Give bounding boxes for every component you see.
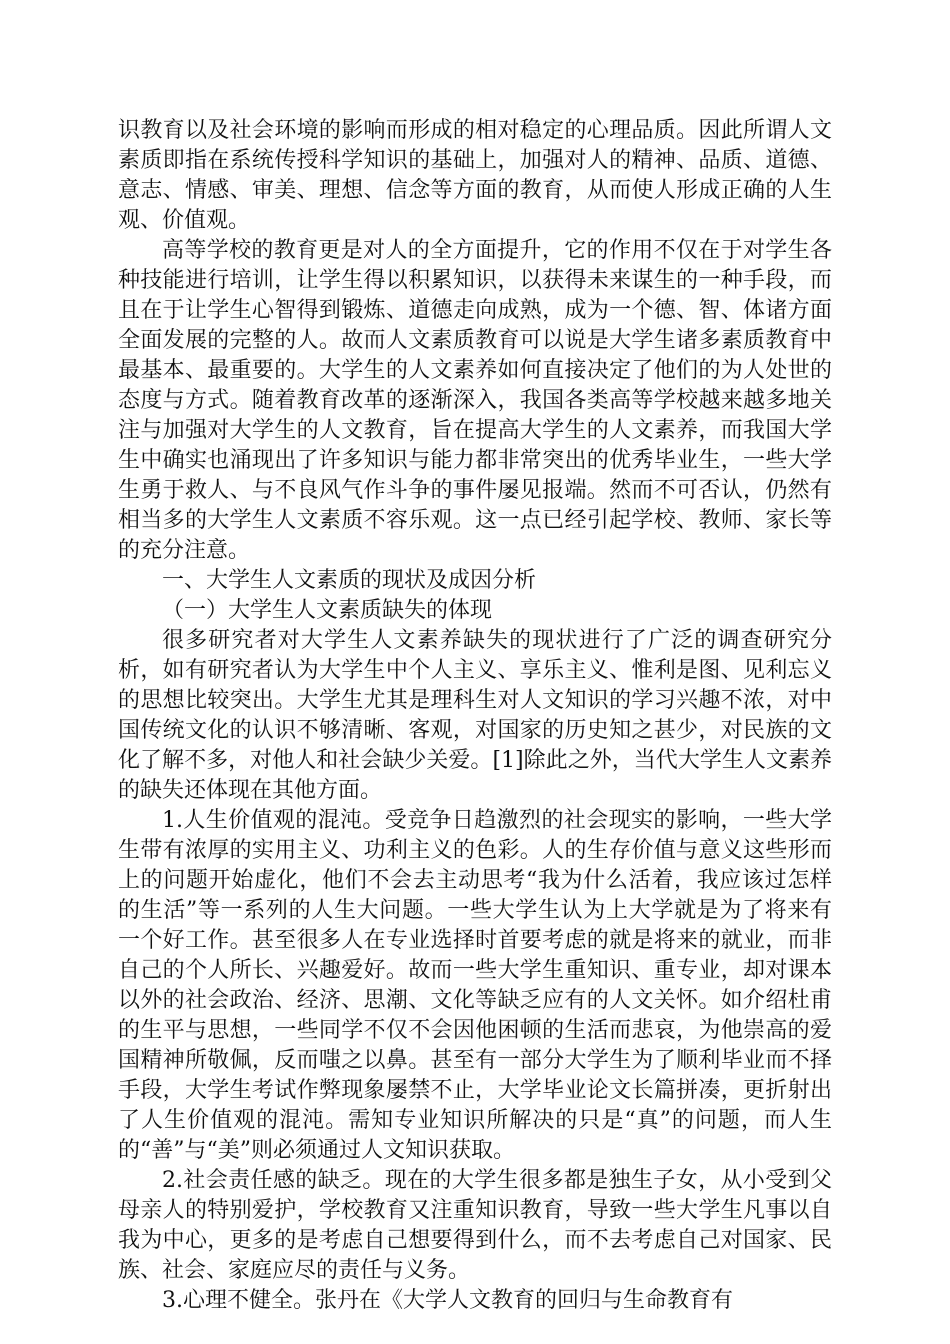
document-page xyxy=(118,116,832,1316)
section-heading-1: 一、大学生人文素质的现状及成因分析 xyxy=(162,568,537,593)
paragraph-higher-education: 高等学校的教育更是对人的全方面提升，它的作用不仅在于对学生各种技能进行培训，让学生得以积累知识，以获得未来谋生的一种手段，而且在于让学生心智得到锻炼、道德走向成熟，成为一个德、智、体诸方面全面发展的完整的人。故而人文素质教育可以说是大学生诸多素质教育中最基本、最重要的。大学生的人文素养如何直接决定了他们的为人处世的态度与方式。随着教育改革的逐渐深入，我国各类高等学校越来越多地关注与加强对大学生的人文教育，旨在提高大学生的人文素养，而我国大学生中确实也涌现出了许多知识与能力都非常突出的优秀毕业生，一些大学生勇于救人、与不良风气作斗争的事件屡见报端。然而不可否认，仍然有相当多的大学生人文素质不容乐观。这一点已经引起学校、教师、家长等的充分注意。 xyxy=(118,238,832,563)
paragraph-point-2: 2.社会责任感的缺乏。现在的大学生很多都是独生子女，从小受到父母亲人的特别爱护，学校教育又注重知识教育，导致一些大学生凡事以自我为中心，更多的是考虑自己想要得到什么，而不去考虑自己对国家、民族、社会、家庭应尽的责任与义务。 xyxy=(118,1168,832,1283)
paragraph-continuation: 识教育以及社会环境的影响而形成的相对稳定的心理品质。因此所谓人文素质即指在系统传授科学知识的基础上，加强对人的精神、品质、道德、意志、情感、审美、理想、信念等方面的教育，从而使人形成正确的人生观、价值观。 xyxy=(118,118,832,233)
paragraph-point-3: 3.心理不健全。张丹在《大学人文教育的回归与生命教育有 xyxy=(162,1288,733,1313)
paragraph-research: 很多研究者对大学生人文素养缺失的现状进行了广泛的调查研究分析，如有研究者认为大学生中个人主义、享乐主义、惟利是图、见利忘义的思想比较突出。大学生尤其是理科生对人文知识的学习兴趣不浓，对中国传统文化的认识不够清晰、客观，对国家的历史知之甚少，对民族的文化了解不多，对他人和社会缺少关爱。[1]除此之外，当代大学生人文素养的缺失还体现在其他方面。 xyxy=(118,628,832,803)
subsection-heading-1: （一）大学生人文素质缺失的体现 xyxy=(162,598,493,623)
paragraph-point-1: 1.人生价值观的混沌。受竞争日趋激烈的社会现实的影响，一些大学生带有浓厚的实用主义、功利主义的色彩。人的生存价值与意义这些形而上的问题开始虚化，他们不会去主动思考“我为什么活着，我应该过怎样的生活”等一系列的人生大问题。一些大学生认为上大学就是为了将来有一个好工作。甚至很多人在专业选择时首要考虑的就是将来的就业，而非自己的个人所长、兴趣爱好。故而一些大学生重知识、重专业，却对课本以外的社会政治、经济、思潮、文化等缺乏应有的人文关怀。如介绍杜甫的生平与思想，一些同学不仅不会因他困顿的生活而悲哀，为他崇高的爱国精神所敬佩，反而嗤之以鼻。甚至有一部分大学生为了顺利毕业而不择手段，大学生考试作弊现象屡禁不止，大学毕业论文长篇拼凑，更折射出了人生价值观的混沌。需知专业知识所解决的只是“真”的问题，而人生的“善”与“美”则必须通过人文知识获取。 xyxy=(118,808,832,1163)
